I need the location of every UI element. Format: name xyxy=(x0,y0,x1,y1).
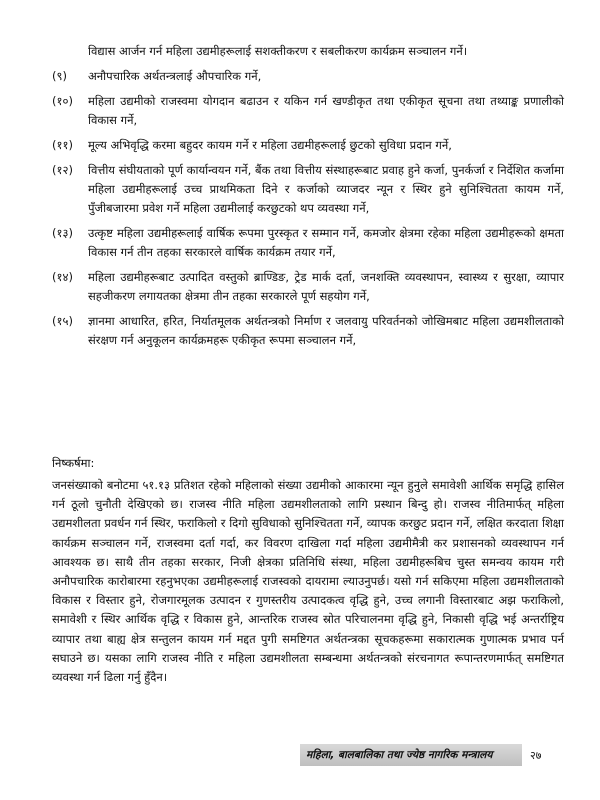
list-item-number: (११) xyxy=(52,138,73,152)
list-item xyxy=(52,67,564,86)
list-item xyxy=(52,312,564,350)
list-item-continuation: विद्यास आर्जन गर्न महिला उद्यमीहरूलाई सशक्तीकरण र सबलीकरण कार्यक्रम सञ्चालन गर्ने। xyxy=(88,44,468,58)
list-item-text: अनौपचारिक अर्थतन्त्रलाई औपचारिक गर्ने, xyxy=(88,69,262,83)
list-item-text: मूल्य अभिवृद्धि करमा बहुदर कायम गर्ने र महिला उद्यमीहरूलाई छुटको सुविधा प्रदान गर्ने, xyxy=(88,138,452,152)
list-item xyxy=(52,268,564,306)
policy-list xyxy=(52,42,564,356)
page-footer xyxy=(0,740,600,766)
footer-ministry-name: महिला, बालबालिका तथा ज्येष्ठ नागरिक मन्त्रालय xyxy=(306,749,493,761)
list-item-text: उत्कृष्ट महिला उद्यमीहरूलाई वार्षिक रूपमा पुरस्कृत र सम्मान गर्ने, कमजोर क्षेत्रमा रहेका महिला उद्यमीहरूको क्षमता विकास गर्न तीन तहका सरकारले वार्षिक कार्यक्रम तयार गर्ने, xyxy=(88,226,564,259)
list-item-number: (९) xyxy=(52,69,67,83)
list-item-text: ज्ञानमा आधारित, हरित, निर्यातमूलक अर्थतन्त्रको निर्माण र जलवायु परिवर्तनको जोखिमबाट महिला उद्यमशीलताको संरक्षण गर्न अनुकूलन कार्यक्रमहरू एकीकृत रूपमा सञ्चालन गर्ने, xyxy=(88,314,564,347)
list-item-number: (१५) xyxy=(52,314,73,328)
list-item-number: (१३) xyxy=(52,226,73,240)
list-item-number: (१२) xyxy=(52,163,73,177)
conclusion-paragraph: जनसंख्याको बनोटमा ५१.१३ प्रतिशत रहेको महिलाको संख्या उद्यमीको आकारमा न्यून हुनुले समावेशी आर्थिक समृद्धि हासिल गर्न ठूलो चुनौती देखिएको छ। राजस्व नीति महिला उद्यमशीलताको लागि प्रस्थान बिन्दु हो। राजस्व नीतिमार्फत् महिला उद्यमशीलता प्रवर्धन गर्न स्थिर, फराकिलो र दिगो सुविधाको सुनिश्चितता गर्ने, व्यापक करछुट प्रदान गर्ने, लक्षित करदाता शिक्षा कार्यक्रम सञ्चालन गर्ने, राजस्वमा दर्ता गर्दा, कर विवरण दाखिला गर्दा महिला उद्यमीमैत्री कर प्रशासनको व्यवस्थापन गर्न आवश्यक छ। साथै तीन तहका सरकार, निजी क्षेत्रका प्रतिनिधि संस्था, महिला उद्यमीहरूबिच चुस्त समन्वय कायम गरी अनौपचारिक कारोबारमा रहनुभएका उद्यमीहरूलाई राजस्वको दायरामा ल्याउनुपर्छ। यसो गर्न सकिएमा महिला उद्यमशीलताको विकास र विस्तार हुने, रोजगारमूलक उत्पादन र गुणस्तरीय उत्पादकत्व वृद्धि हुने, उच्च लगानी विस्तारबाट अझ फराकिलो, समावेशी र स्थिर आर्थिक वृद्धि र विकास हुने, आन्तरिक राजस्व स्रोत परिचालनमा वृद्धि हुने, निकासी वृद्धि भई अन्तर्राष्ट्रिय व्यापार तथा बाह्य क्षेत्र सन्तुलन कायम गर्न मद्दत पुगी समष्टिगत अर्थतन्त्रका सूचकहरूमा सकारात्मक गुणात्मक प्रभाव पर्न सघाउने छ। यसका लागि राजस्व नीति र महिला उद्यमशीलता सम्बन्धमा अर्थतन्त्रको संरचनागत रूपान्तरणमार्फत् समष्टिगत व्यवस्था गर्न ढिला गर्नु हुँदैन। xyxy=(52,478,564,685)
list-item xyxy=(52,136,564,155)
list-item-text: महिला उद्यमीको राजस्वमा योगदान बढाउन र यकिन गर्न खण्डीकृत तथा एकीकृत सूचना तथा तथ्याङ्क प्रणालीको विकास गर्ने, xyxy=(88,94,564,127)
conclusion-heading: निष्कर्षमा: xyxy=(52,456,95,470)
list-item xyxy=(52,224,564,262)
list-item-number: (१०) xyxy=(52,94,73,108)
list-item-text: महिला उद्यमीहरूबाट उत्पादित वस्तुको ब्राण्डिङ, ट्रेड मार्क दर्ता, जनशक्ति व्यवस्थापन, स्वास्थ्य र सुरक्षा, व्यापार सहजीकरण लगायतका क्षेत्रमा तीन तहका सरकारले पूर्ण सहयोग गर्ने, xyxy=(88,270,564,303)
list-item-number: (१४) xyxy=(52,270,73,284)
page-number: २७ xyxy=(530,749,542,762)
list-item xyxy=(52,161,564,218)
list-item-text: वित्तीय संघीयताको पूर्ण कार्यान्वयन गर्ने, बैंक तथा वित्तीय संस्थाहरूबाट प्रवाह हुने कर्जा, पुनर्कर्जा र निर्देशित कर्जामा महिला उद्यमीहरूलाई उच्च प्राथमिकता दिने र कर्जाको व्याजदर न्यून र स्थिर हुने सुनिश्चितता कायम गर्ने, पुँजीबजारमा प्रवेश गर्ने महिला उद्यमीलाई करछुटको थप व्यवस्था गर्ने, xyxy=(88,163,564,215)
list-item xyxy=(52,92,564,130)
